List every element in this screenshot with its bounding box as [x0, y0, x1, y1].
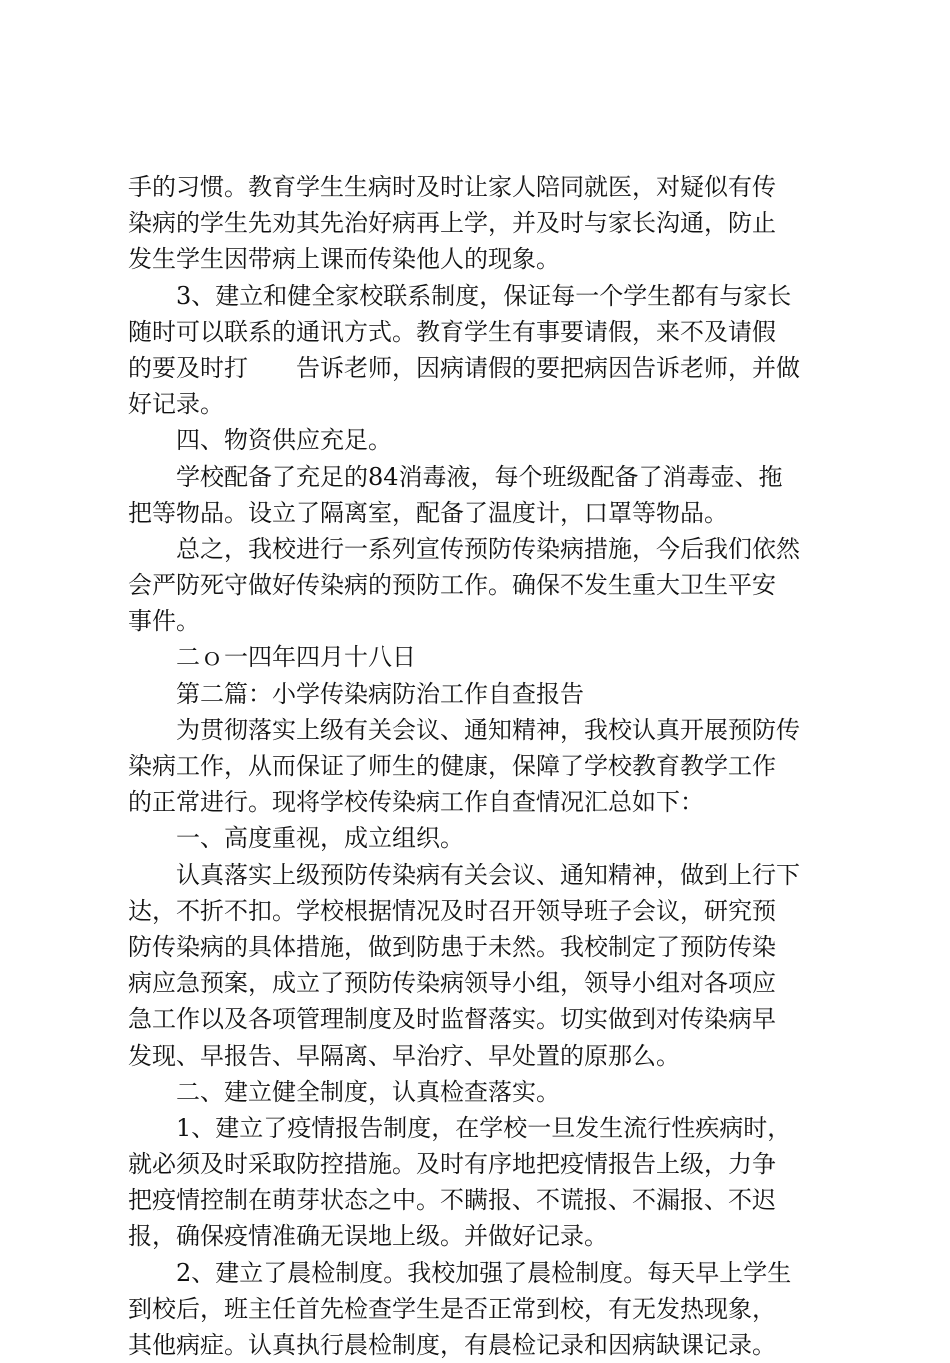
text-line: 报，确保疫情准确无误地上级。并做好记录。	[128, 1222, 608, 1251]
text-line: 防传染病的具体措施，做到防患于未然。我校制定了预防传染	[128, 932, 776, 961]
section-heading: 四、物资供应充足。	[176, 426, 392, 455]
text-line: 事件。	[128, 607, 200, 636]
text-segment: 的要及时打	[128, 353, 248, 382]
text-line: 随时可以联系的通讯方式。教育学生有事要请假，来不及请假	[128, 317, 776, 346]
section-heading: 一、高度重视，成立组织。	[176, 824, 464, 853]
text-line: 染病工作，从而保证了师生的健康，保障了学校教育教学工作	[128, 752, 776, 780]
text-line: 1、建立了疫情报告制度，在学校一旦发生流行性疾病时，	[176, 1113, 792, 1142]
text-line: 染病的学生先劝其先治好病再上学，并及时与家长沟通，防止	[128, 209, 776, 238]
text-line: 急工作以及各项管理制度及时监督落实。切实做到对传染病早	[128, 1005, 776, 1034]
section-heading: 二、建立健全制度，认真检查落实。	[176, 1077, 560, 1106]
text-line: 手的习惯。教育学生生病时及时让家人陪同就医，对疑似有传	[128, 173, 776, 201]
date-line: 二ｏ一四年四月十八日	[176, 643, 416, 672]
text-line: 好记录。	[128, 390, 224, 419]
text-line: 认真落实上级预防传染病有关会议、通知精神，做到上行下	[176, 860, 800, 889]
text-line: 就必须及时采取防控措施。及时有序地把疫情报告上级，力争	[128, 1150, 776, 1179]
text-line: 病应急预案，成立了预防传染病领导小组，领导小组对各项应	[128, 969, 776, 998]
text-line: 发现、早报告、早隔离、早治疗、早处置的原那么。	[128, 1041, 680, 1070]
text-line: 发生学生因带病上课而传染他人的现象。	[128, 245, 560, 274]
text-line: 的正常进行。现将学校传染病工作自查情况汇总如下：	[128, 788, 704, 817]
text-line: 总之，我校进行一系列宣传预防传染病措施，今后我们依然	[176, 534, 800, 563]
text-line: 3、建立和健全家校联系制度，保证每一个学生都有与家长	[176, 281, 792, 310]
text-line: 把等物品。设立了隔离室，配备了温度计，口罩等物品。	[128, 498, 728, 527]
text-line: 其他病症。认真执行晨检制度，有晨检记录和因病缺课记录。	[128, 1331, 776, 1359]
document-body	[128, 169, 834, 1363]
text-line	[128, 350, 834, 386]
text-line: 把疫情控制在萌芽状态之中。不瞒报、不谎报、不漏报、不迟	[128, 1186, 776, 1215]
text-segment: 告诉老师，因病请假的要把病因告诉老师，并做	[296, 353, 800, 382]
text-line: 会严防死守做好传染病的预防工作。确保不发生重大卫生平安	[128, 571, 776, 600]
text-line: 为贯彻落实上级有关会议、通知精神，我校认真开展预防传	[176, 715, 800, 744]
text-line: 学校配备了充足的84消毒液，每个班级配备了消毒壶、拖	[176, 462, 783, 491]
chapter-title: 第二篇：小学传染病防治工作自查报告	[176, 679, 584, 708]
text-line: 达，不折不扣。学校根据情况及时召开领导班子会议，研究预	[128, 896, 776, 925]
text-line: 2、建立了晨检制度。我校加强了晨检制度。每天早上学生	[176, 1258, 792, 1287]
text-line: 到校后，班主任首先检查学生是否正常到校，有无发热现象，	[128, 1294, 776, 1323]
